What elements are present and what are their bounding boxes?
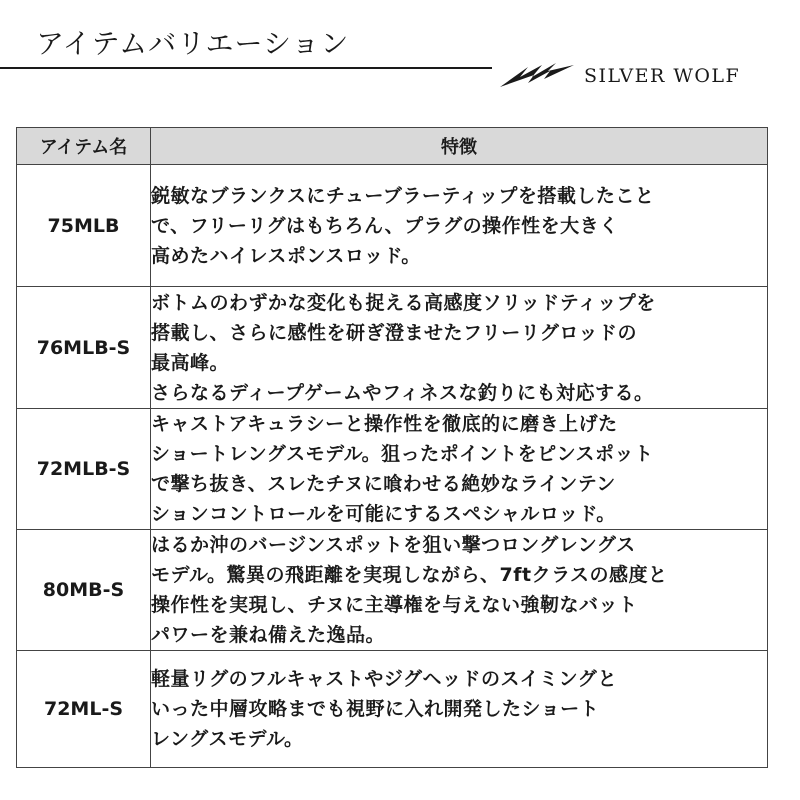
table-row	[17, 530, 768, 651]
item-description: はるか沖のバージンスポットを狙い撃つロングレングス モデル。驚異の飛距離を実現しながら、7ftクラスの感度と 操作性を実現し、チヌに主導権を与えない強靭なバット パワーを兼ね備えた逸品。	[151, 530, 768, 651]
page-title: アイテムバリエーション	[36, 27, 350, 60]
table-row	[17, 287, 768, 409]
table-header-row	[17, 128, 768, 165]
column-header-features: 特徴	[151, 128, 768, 165]
item-name: 75MLB	[17, 165, 151, 287]
item-description: キャストアキュラシーと操作性を徹底的に磨き上げた ショートレングスモデル。狙ったポイントをピンスポット で撃ち抜き、スレたチヌに喰わせる絶妙なラインテン ションコントロールを可能にするスペシャルロッド。	[151, 409, 768, 530]
table-row	[17, 651, 768, 768]
title-rule	[0, 67, 492, 69]
brand-text: SILVER WOLF	[584, 65, 741, 87]
item-description: 軽量リグのフルキャストやジグヘッドのスイミングと いった中層攻略までも視野に入れ開発したショート レングスモデル。	[151, 651, 768, 768]
item-name: 76MLB-S	[17, 287, 151, 409]
item-name: 80MB-S	[17, 530, 151, 651]
item-variation-table	[16, 127, 768, 768]
table-row	[17, 165, 768, 287]
item-name: 72MLB-S	[17, 409, 151, 530]
item-description: 鋭敏なブランクスにチューブラーティップを搭載したこと で、フリーリグはもちろん、プラグの操作性を大きく 高めたハイレスポンスロッド。	[151, 165, 768, 287]
item-description: ボトムのわずかな変化も捉える高感度ソリッドティップを 搭載し、さらに感性を研ぎ澄ませたフリーリグロッドの 最高峰。 さらなるディープゲームやフィネスな釣りにも対応する。	[151, 287, 768, 409]
brand-logo	[498, 58, 778, 94]
table-row	[17, 409, 768, 530]
column-header-item-name: アイテム名	[17, 128, 151, 165]
item-name: 72ML-S	[17, 651, 151, 768]
wolf-claw-logo-icon	[498, 61, 576, 91]
